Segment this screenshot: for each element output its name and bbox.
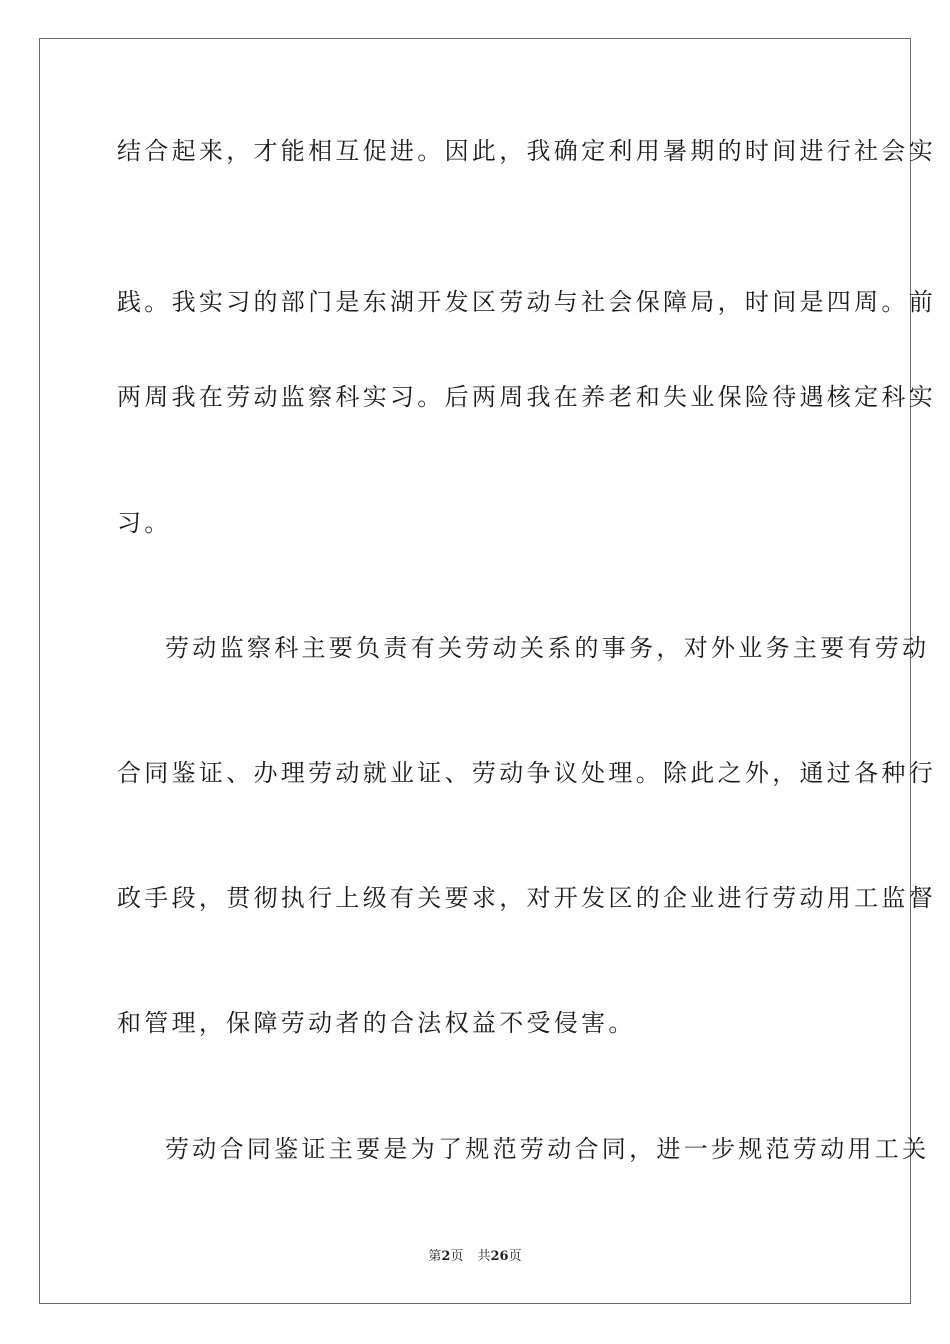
- page-label-prefix: 第: [428, 1249, 442, 1264]
- current-page-number: 2: [441, 1249, 451, 1264]
- text-line: 合同鉴证、办理劳动就业证、劳动争议处理。除此之外，通过各种行: [117, 759, 936, 787]
- text-line: 践。我实习的部门是东湖开发区劳动与社会保障局，时间是四周。前: [117, 288, 936, 316]
- text-line: 结合起来，才能相互促进。因此，我确定利用暑期的时间进行社会实: [117, 137, 936, 165]
- total-page-count: 26: [490, 1249, 509, 1264]
- page-footer: [0, 1248, 950, 1266]
- text-line: 政手段，贯彻执行上级有关要求，对开发区的企业进行劳动用工监督: [117, 884, 936, 912]
- page-label-suffix: 页: [450, 1249, 464, 1264]
- total-label-prefix: 共: [477, 1249, 491, 1264]
- text-line: 两周我在劳动监察科实习。后两周我在养老和失业保险待遇核定科实: [117, 383, 936, 411]
- paragraph-start-line: 劳动监察科主要负责有关劳动关系的事务，对外业务主要有劳动: [165, 634, 930, 662]
- text-line: 和管理，保障劳动者的合法权益不受侵害。: [117, 1009, 636, 1037]
- text-line: 习。: [117, 509, 172, 537]
- total-label-suffix: 页: [508, 1249, 522, 1264]
- page-border: [39, 38, 911, 1304]
- paragraph-start-line: 劳动合同鉴证主要是为了规范劳动合同，进一步规范劳动用工关: [165, 1135, 930, 1163]
